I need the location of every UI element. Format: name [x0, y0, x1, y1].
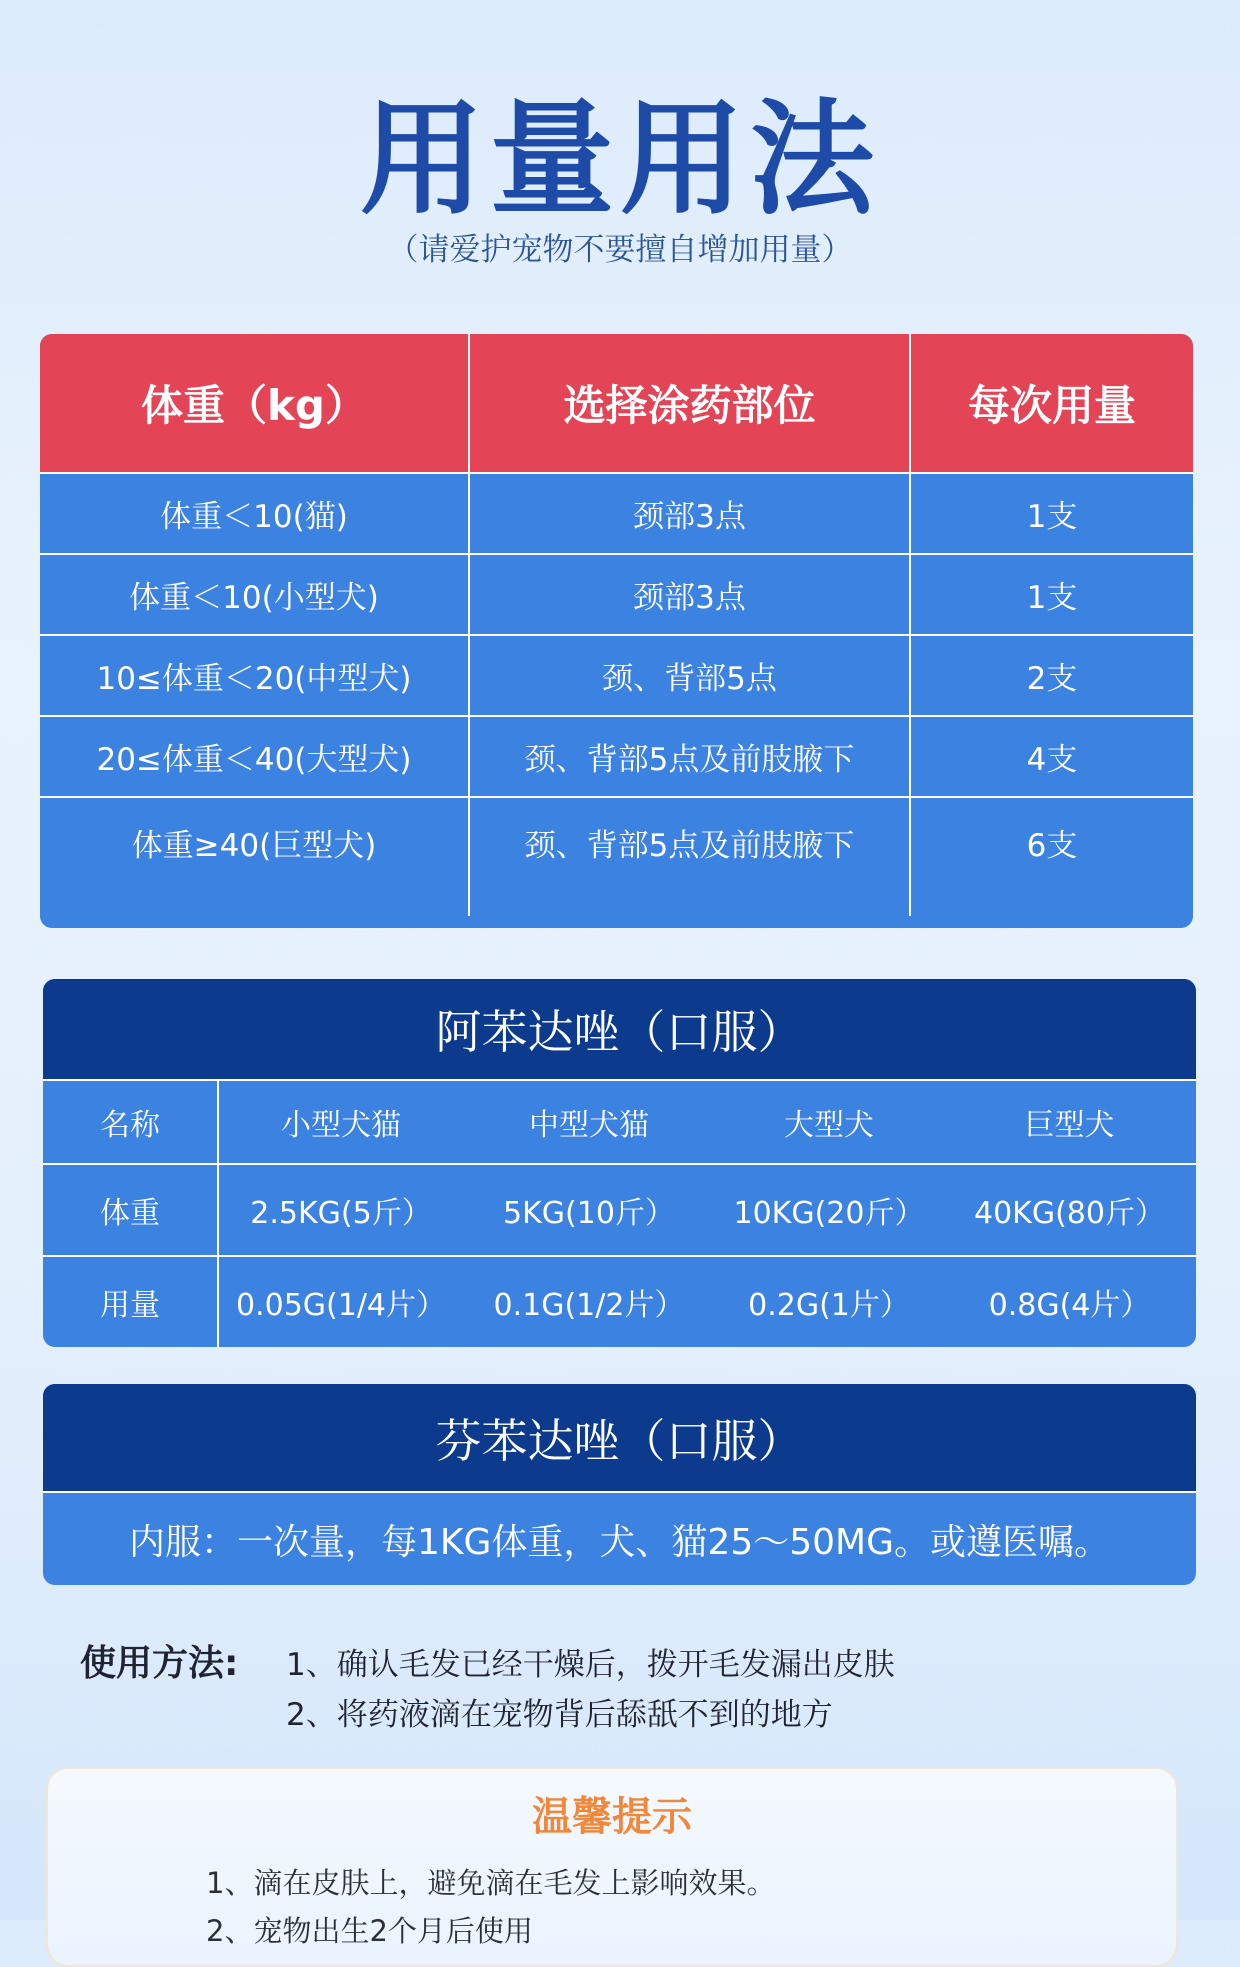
table-row — [40, 553, 1193, 634]
weight-cell: 体重＜10(小型犬) — [40, 555, 470, 634]
table-row — [40, 715, 1193, 796]
tips-item: 2、宠物出生2个月后使用 — [206, 1914, 533, 1948]
table-row — [40, 634, 1193, 715]
table-cell: 小型犬猫 — [281, 1108, 401, 1143]
site-cell: 颈、背部5点及前肢腋下 — [470, 717, 911, 796]
row-label: 体重 — [43, 1165, 219, 1255]
dose-cell: 6支 — [1026, 828, 1078, 864]
dose-cell: 1支 — [1026, 580, 1078, 616]
usage-label: 使用方法: — [80, 1643, 239, 1684]
table-cell: 40KG(80斤） — [974, 1196, 1165, 1231]
weight-cell: 体重＜10(猫) — [40, 474, 470, 553]
dose-cell: 1支 — [1026, 499, 1078, 535]
site-cell: 颈、背部5点及前肢腋下 — [470, 798, 911, 916]
table-cell: 0.1G(1/2片） — [493, 1288, 685, 1323]
table-row — [43, 1255, 1196, 1347]
table-cell: 2.5KG(5斤） — [250, 1196, 432, 1231]
header-weight: 体重（kg） — [40, 334, 470, 472]
site-cell: 颈、背部5点 — [470, 636, 911, 715]
tips-card — [46, 1767, 1178, 1967]
fenbendazole-title: 芬苯达唑（口服） — [43, 1384, 1196, 1491]
row-label: 用量 — [43, 1257, 219, 1347]
dose-cell: 2支 — [1026, 661, 1078, 697]
fenbendazole-dosage-text: 内服：一次量，每1KG体重，犬、猫25～50MG。或遵医嘱。 — [43, 1491, 1196, 1585]
table-cell: 大型犬 — [784, 1108, 874, 1143]
page-title: 用量用法 — [359, 88, 880, 232]
row-label: 名称 — [43, 1081, 219, 1163]
albendazole-card — [43, 979, 1196, 1347]
tips-item: 1、滴在皮肤上，避免滴在毛发上影响效果。 — [206, 1866, 776, 1900]
topical-dosage-table — [40, 334, 1193, 928]
table-cell: 0.05G(1/4片） — [235, 1288, 447, 1323]
table-cell: 巨型犬 — [1024, 1108, 1115, 1143]
table-cell: 中型犬猫 — [529, 1108, 649, 1143]
table-cell: 10KG(20斤） — [733, 1196, 925, 1231]
table-cell: 0.8G(4片） — [988, 1288, 1151, 1323]
table-row — [40, 796, 1193, 916]
dose-cell: 4支 — [1026, 742, 1078, 778]
tips-title: 温馨提示 — [532, 1794, 692, 1840]
albendazole-title: 阿苯达唑（口服） — [43, 979, 1196, 1079]
table-header-row — [40, 334, 1193, 472]
weight-cell: 20≤体重＜40(大型犬) — [40, 717, 470, 796]
weight-cell: 10≤体重＜20(中型犬) — [40, 636, 470, 715]
page-subtitle: （请爱护宠物不要擅自增加用量） — [387, 232, 853, 268]
usage-step: 1、确认毛发已经干燥后，拨开毛发漏出皮肤 — [286, 1647, 895, 1683]
table-row — [40, 472, 1193, 553]
table-cell: 5KG(10斤） — [503, 1196, 675, 1231]
site-cell: 颈部3点 — [470, 474, 911, 553]
fenbendazole-card — [43, 1384, 1196, 1585]
table-row — [43, 1079, 1196, 1163]
table-cell: 0.2G(1片） — [748, 1288, 910, 1323]
site-cell: 颈部3点 — [470, 555, 911, 634]
header-dose: 每次用量 — [967, 381, 1136, 430]
weight-cell: 体重≥40(巨型犬) — [40, 798, 470, 916]
table-row — [43, 1163, 1196, 1255]
header-application-site: 选择涂药部位 — [470, 334, 911, 472]
usage-step: 2、将药液滴在宠物背后舔舐不到的地方 — [286, 1697, 833, 1733]
